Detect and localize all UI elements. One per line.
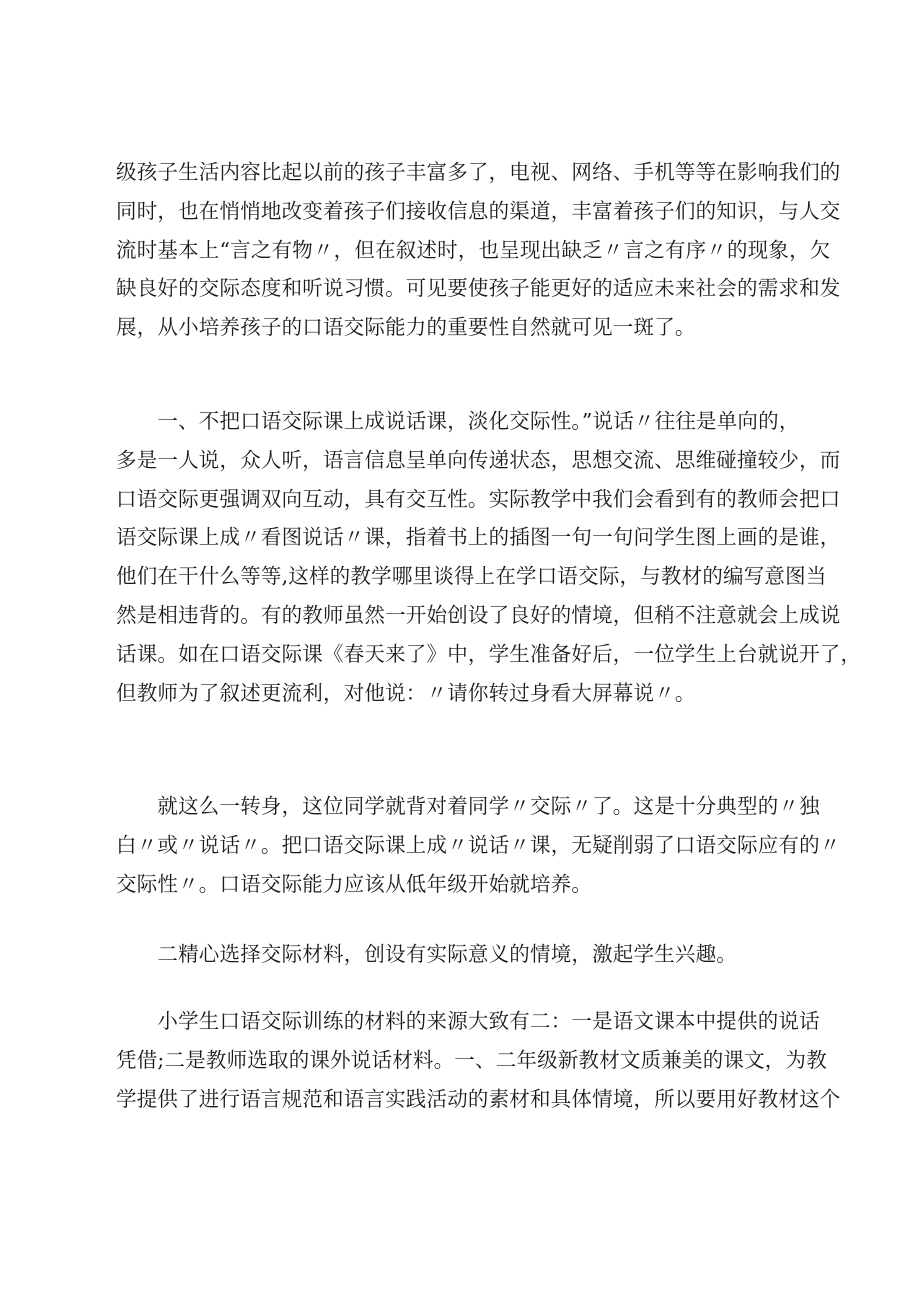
text-line: 流时基本上“言之有物〃，但在叙述时，也呈现出缺乏〃言之有序〃的现象，欠 — [116, 237, 831, 262]
text-line: 展，从小培养孩子的口语交际能力的重要性自然就可见一斑了。 — [116, 315, 696, 340]
text-line: 同时，也在悄悄地改变着孩子们接收信息的渠道，丰富着孩子们的知识，与人交 — [116, 198, 841, 223]
text-line: 交际性〃。口语交际能力应该从低年级开始就培养。 — [116, 871, 593, 896]
text-line: 小学生口语交际训练的材料的来源大致有二：一是语文课本中提供的说话 — [116, 1009, 820, 1033]
paragraph-intro — [116, 153, 841, 347]
text-line: 白〃或〃说话〃。把口语交际课上成〃说话〃课，无疑削弱了口语交际应有的〃 — [116, 832, 841, 857]
text-line: 然是相违背的。有的教师虽然一开始创设了良好的情境，但稍不注意就会上成说 — [116, 602, 841, 627]
text-line: 语交际课上成〃看图说话〃课，指着书上的插图一句一句问学生图上画的是谁， — [116, 525, 841, 550]
paragraph-section-one — [116, 402, 862, 712]
text-line: 二精心选择交际材料，创设有实际意义的情境，激起学生兴趣。 — [116, 942, 737, 966]
paragraph-section-two-heading — [116, 935, 828, 974]
text-line: 凭借;二是教师选取的课外说话材料。一、二年级新教材文质兼美的课文，为教 — [116, 1047, 827, 1072]
text-line: 一、不把口语交际课上成说话课，淡化交际性。”说话〃往往是单向的， — [116, 409, 800, 433]
paragraph-turnaround — [116, 787, 841, 903]
text-line: 就这么一转身，这位同学就背对着同学〃交际〃了。这是十分典型的〃独 — [116, 794, 820, 818]
text-line: 但教师为了叙述更流利，对他说：〃请你转过身看大屏幕说〃。 — [116, 680, 696, 705]
text-line: 话课。如在口语交际课《春天来了》中，学生准备好后，一位学生上台就说开了， — [116, 641, 862, 666]
text-line: 缺良好的交际态度和听说习惯。可见要使孩子能更好的适应未来社会的需求和发 — [116, 276, 841, 301]
text-line: 多是一人说，众人听，语言信息呈单向传递状态，思想交流、思维碰撞较少，而 — [116, 447, 841, 472]
paragraph-materials — [116, 1002, 841, 1118]
text-line: 学提供了进行语言规范和语言实践活动的素材和具体情境，所以要用好教材这个 — [116, 1086, 841, 1111]
text-line: 口语交际更强调双向互动，具有交互性。实际教学中我们会看到有的教师会把口 — [116, 486, 841, 511]
text-line: 级孩子生活内容比起以前的孩子丰富多了，电视、网络、手机等等在影响我们的 — [116, 160, 841, 184]
text-line: 他们在干什么等等,这样的教学哪里谈得上在学口语交际，与教材的编写意图当 — [116, 564, 827, 589]
